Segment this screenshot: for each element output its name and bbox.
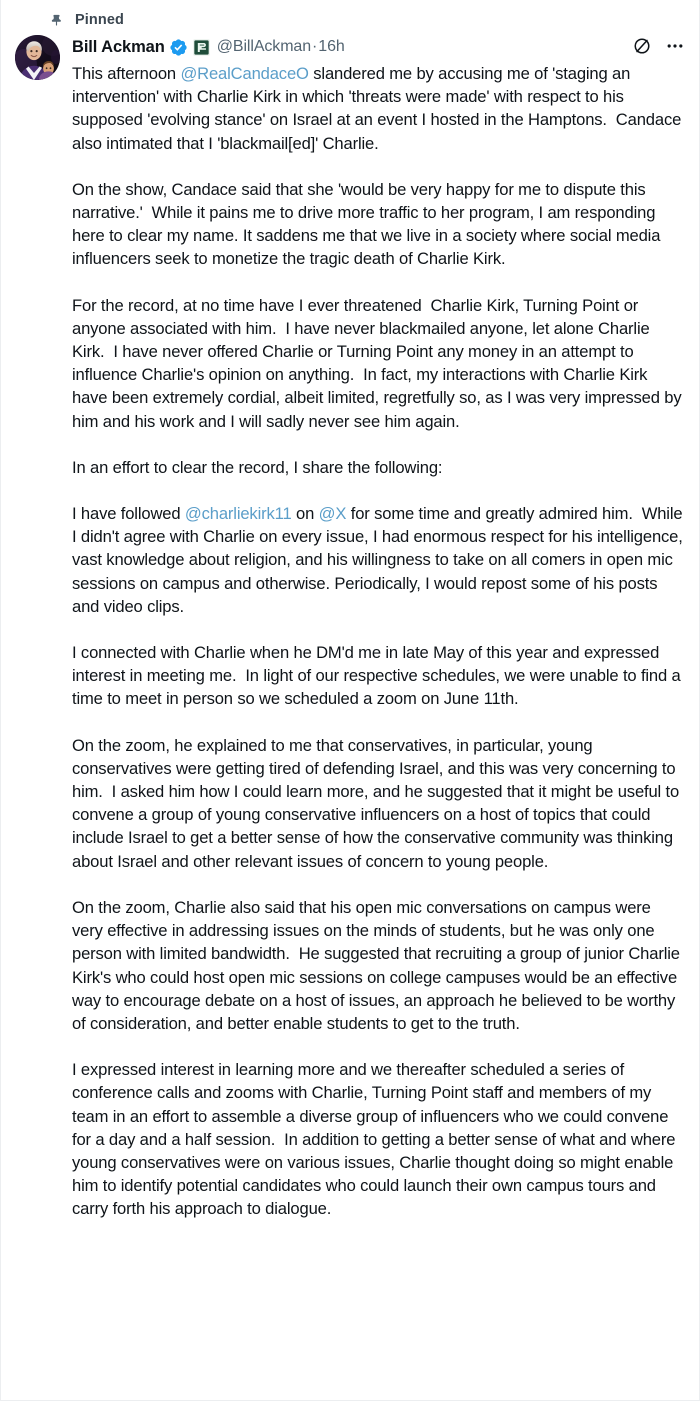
more-options-icon[interactable] [665, 36, 685, 56]
avatar[interactable] [15, 35, 60, 80]
post-body [15, 35, 688, 1221]
post-header-actions [632, 36, 685, 56]
post-timestamp: 16h [318, 38, 345, 55]
affiliate-badge-icon[interactable] [193, 39, 210, 56]
content-column [72, 35, 688, 1221]
post-paragraph: This afternoon @RealCandaceO slandered me by accusing me of 'staging an intervention' with Charlie Kirk in which 'threats were made' with respect to his supposed 'evolving stance' on Israel at an event I hosted in the Hamptons. Candace also intimated that I 'blackmail[ed]' Charlie. [72, 64, 686, 153]
mention-link[interactable]: @charliekirk11 [184, 504, 292, 524]
pinned-indicator [15, 9, 685, 31]
post-paragraph: On the zoom, Charlie also said that his open mic conversations on campus were very effective in addressing issues on the minds of students, but he was only one person with limited bandwidth. He suggested that recruiting a group of junior Charlie Kirk's who could host open mic sessions on college campuses would be an effective way to encourage debate on a host of issues, an approach he believed to be worthy of consideration, and better enable students to get to the truth. [72, 897, 685, 1033]
post-paragraph: For the record, at no time have I ever threatened Charlie Kirk, Turning Point or anyone associated with him. I have never blackmailed anyone, let alone Charlie Kirk. I have never offered Charlie or Turning Point any money in an attempt to influence Charlie's opinion on anything. In fact, my interactions with Charlie Kirk have been extremely cordial, albeit limited, regretfully so, as I was very impressed by him and his work and I will sadly never see him again. [72, 295, 686, 431]
verified-badge-icon[interactable] [169, 38, 188, 57]
post-paragraph: I connected with Charlie when he DM'd me in late May of this year and expressed interest in meeting me. In light of our respective schedules, we were unable to find a time to meet in person so we scheduled a zoom on June 11th. [72, 643, 686, 709]
author-handle-timestamp[interactable] [217, 38, 345, 56]
mention-link[interactable]: @X [318, 504, 347, 524]
post-paragraph: I have followed @charliekirk11 on @X for some time and greatly admired him. While I didn't agree with Charlie on every issue, I had enormous respect for his intelligence, vast knowledge about religion, and his willingness to take on all comers in open mic sessions on campus and otherwise. Periodically, I would repost some of his posts and video clips. [72, 504, 688, 616]
avatar-column [15, 35, 60, 1221]
author-line [72, 35, 685, 59]
handle-separator: · [312, 38, 318, 55]
author-handle: @BillAckman [216, 38, 312, 55]
author-display-name[interactable]: Bill Ackman [72, 37, 165, 56]
post-text [72, 62, 688, 1221]
post-paragraph: In an effort to clear the record, I share the following: [72, 457, 443, 477]
post-paragraph: On the show, Candace said that she 'would be very happy for me to dispute this narrative.' While it pains me to drive more traffic to her program, I am responding here to clear my name. It saddens me that we live in a society where social media influencers seek to monetize the tragic death of Charlie Kirk. [72, 179, 665, 269]
mute-circle-slash-icon[interactable] [632, 36, 652, 56]
post-paragraph: On the zoom, he explained to me that conservatives, in particular, young conservatives were getting tired of defending Israel, and this was very concerning to him. I asked him how I could learn more, and he suggested that it might be useful to convene a group of young conservative influencers on a host of topics that could include Israel to get a better sense of how the conservative community was thinking about Israel and other relevant issues of concern to young people. [72, 735, 684, 871]
pinned-label: Pinned [75, 11, 124, 28]
post-paragraph: I expressed interest in learning more and we thereafter scheduled a series of conference calls and zooms with Charlie, Turning Point staff and members of my team in an effort to assemble a diverse group of influencers who we could convene for a day and a half session. In addition to getting a better sense of what and where young conservatives were on various issues, Charlie thought doing so might enable him to identify potential candidates who could launch their own campus tours and carry forth his approach to dialogue. [72, 1060, 680, 1219]
mention-link[interactable]: @RealCandaceO [180, 64, 309, 83]
pin-icon [49, 13, 64, 28]
